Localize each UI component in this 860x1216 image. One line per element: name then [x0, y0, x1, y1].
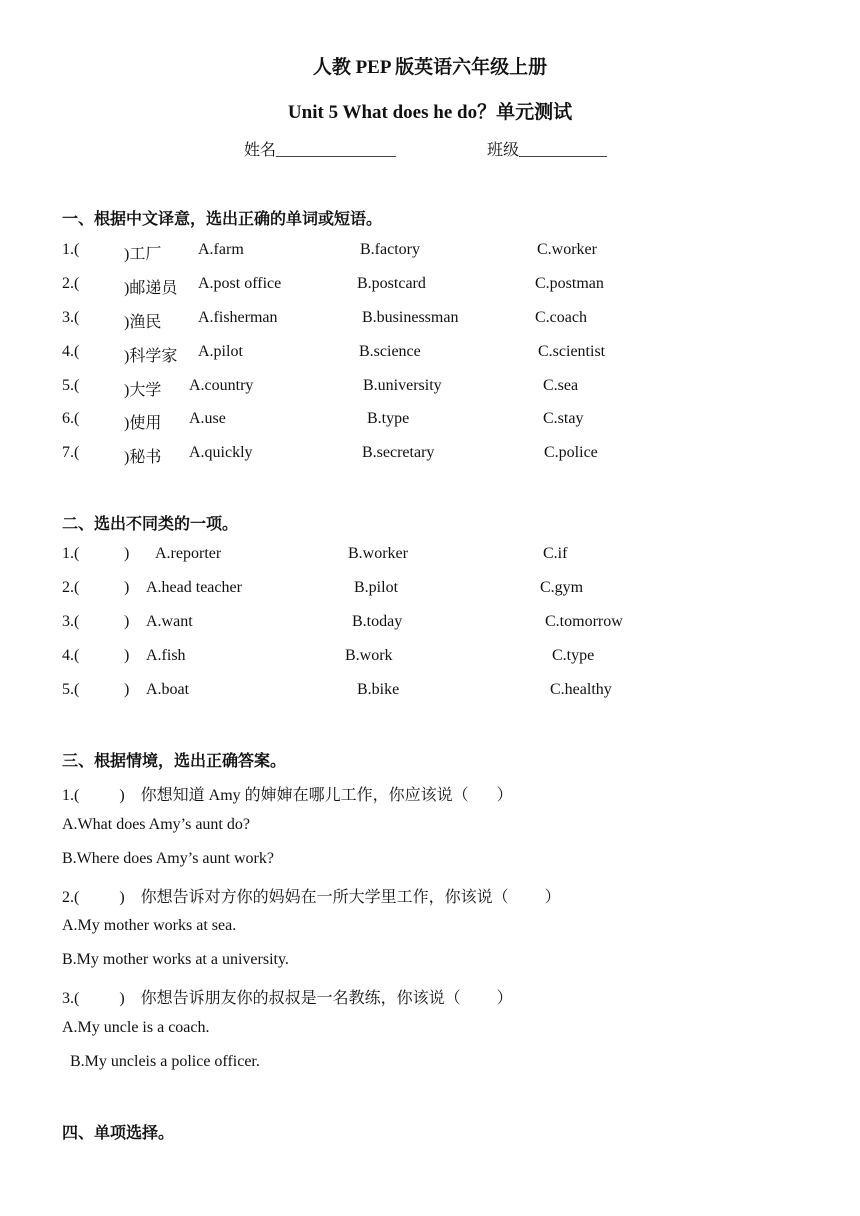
option-b: B.work — [345, 647, 393, 664]
question-number: 4.( — [62, 343, 80, 360]
section-3-question-1: 1.( ) 你想知道 Amy 的婶婶在哪儿工作，你应该说（ ） — [62, 787, 513, 804]
question-prompt: )使用 — [124, 415, 162, 432]
option-a: A.want — [146, 613, 193, 630]
option-a: A.fish — [146, 647, 186, 664]
option-b: B.bike — [357, 681, 400, 698]
question-prompt: )科学家 — [124, 348, 178, 365]
option-c: C.if — [543, 545, 568, 562]
option-c: C.scientist — [538, 343, 606, 360]
question-prompt: )邮递员 — [124, 280, 178, 297]
option-c: C.sea — [543, 377, 579, 394]
option-a: A.fisherman — [198, 309, 278, 326]
question-prompt: )秘书 — [124, 449, 162, 466]
option-c: C.police — [544, 444, 598, 461]
question-number: 1.( — [62, 241, 80, 258]
question-number: 2.( — [62, 275, 80, 292]
option-a: A.post office — [198, 275, 282, 292]
question-number: 7.( — [62, 444, 80, 461]
option-a: A.boat — [146, 681, 190, 698]
option-b: B.businessman — [362, 309, 459, 326]
option-b: B.postcard — [357, 275, 426, 292]
document-subtitle: Unit 5 What does he do？单元测试 — [287, 102, 573, 123]
question-number: 2.( — [62, 579, 80, 596]
section-3-question-2: 2.( ) 你想告诉对方你的妈妈在一所大学里工作，你该说（ ） — [62, 889, 561, 906]
option-c: C.worker — [537, 241, 597, 258]
option-a: A.country — [189, 377, 254, 394]
question-number: 1.( — [62, 545, 80, 562]
question-number: 3.( — [62, 613, 80, 630]
question-paren: ) — [124, 579, 130, 596]
option-a: A.pilot — [198, 343, 243, 360]
question-paren: ) — [124, 613, 130, 630]
option-b: B.My uncleis a police officer. — [62, 1053, 260, 1070]
option-b: B.today — [352, 613, 403, 630]
option-c: C.tomorrow — [545, 613, 623, 630]
option-a: A.quickly — [189, 444, 253, 461]
document-title: 人教 PEP 版英语六年级上册 — [312, 57, 548, 78]
option-a: A.What does Amy’s aunt do? — [62, 816, 250, 833]
option-a: A.use — [189, 410, 226, 427]
option-c: C.stay — [543, 410, 584, 427]
option-a: A.head teacher — [146, 579, 242, 596]
name-field: 姓名_______________ — [244, 142, 397, 159]
option-c: C.postman — [535, 275, 604, 292]
question-number: 5.( — [62, 377, 80, 394]
option-c: C.type — [552, 647, 595, 664]
option-b: B.My mother works at a university. — [62, 951, 289, 968]
question-prompt: )工厂 — [124, 246, 162, 263]
option-a: A.reporter — [155, 545, 222, 562]
question-prompt: )渔民 — [124, 314, 162, 331]
option-b: B.type — [367, 410, 410, 427]
section-3-question-3: 3.( ) 你想告诉朋友你的叔叔是一名教练，你该说（ ） — [62, 990, 513, 1007]
section-3-heading: 三、根据情境，选出正确答案。 — [62, 751, 287, 770]
section-1-heading: 一、根据中文译意，选出正确的单词或短语。 — [62, 209, 383, 228]
option-b: B.secretary — [362, 444, 435, 461]
section-2-heading: 二、选出不同类的一项。 — [62, 514, 239, 533]
question-number: 6.( — [62, 410, 80, 427]
question-number: 4.( — [62, 647, 80, 664]
option-b: B.Where does Amy’s aunt work? — [62, 850, 274, 867]
question-paren: ) — [124, 681, 130, 698]
question-paren: ) — [124, 545, 130, 562]
option-b: B.worker — [348, 545, 408, 562]
option-b: B.science — [359, 343, 421, 360]
option-a: A.My uncle is a coach. — [62, 1019, 210, 1036]
question-prompt: )大学 — [124, 382, 162, 399]
option-a: A.farm — [198, 241, 244, 258]
question-number: 3.( — [62, 309, 80, 326]
option-b: B.university — [363, 377, 442, 394]
class-field: 班级___________ — [487, 142, 608, 159]
option-b: B.pilot — [354, 579, 399, 596]
option-c: C.gym — [540, 579, 584, 596]
option-c: C.coach — [535, 309, 587, 326]
option-c: C.healthy — [550, 681, 612, 698]
option-a: A.My mother works at sea. — [62, 917, 237, 934]
option-b: B.factory — [360, 241, 420, 258]
question-number: 5.( — [62, 681, 80, 698]
question-paren: ) — [124, 647, 130, 664]
section-4-heading: 四、单项选择。 — [62, 1123, 175, 1142]
